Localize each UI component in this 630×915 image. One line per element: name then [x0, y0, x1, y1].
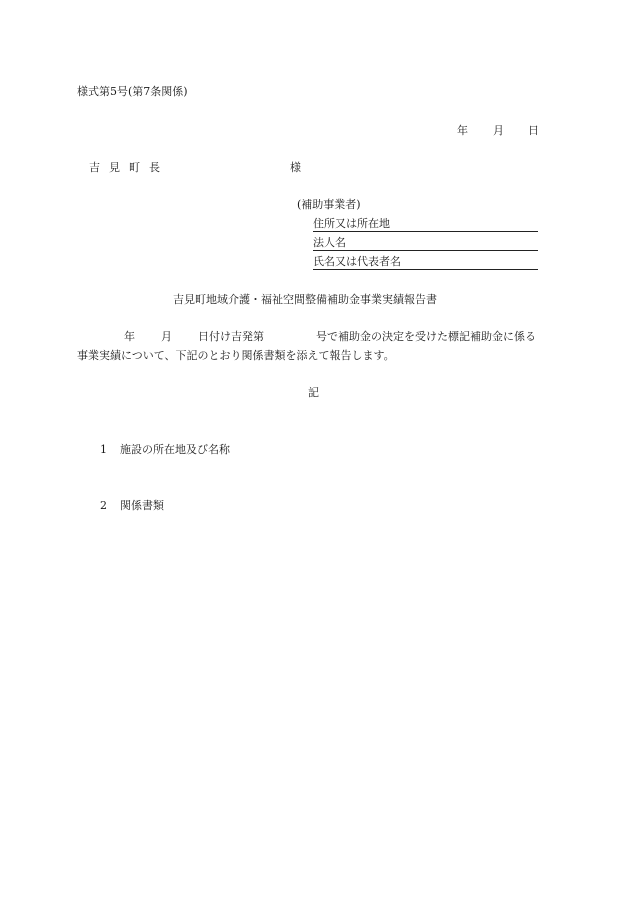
list-item-number: 2 — [100, 499, 107, 512]
corporation-name-field[interactable] — [313, 236, 538, 251]
addressee-name: 吉見町長 — [89, 161, 169, 174]
date-month-label: 月 — [493, 124, 504, 137]
body-line-2: 事業実績について、下記のとおり関係書類を添えて報告します。 — [77, 349, 395, 362]
list-item-label: 関係書類 — [120, 499, 164, 512]
address-field-label: 住所又は所在地 — [313, 217, 390, 230]
date-year-label: 年 — [457, 124, 468, 137]
body-date-suffix: 日付け吉発第 — [198, 330, 264, 343]
list-item-label: 施設の所在地及び名称 — [120, 443, 230, 456]
representative-name-field-label: 氏名又は代表者名 — [313, 255, 401, 268]
document-title: 吉見町地域介護・福祉空間整備補助金事業実績報告書 — [173, 293, 437, 306]
addressee-honorific: 様 — [290, 161, 301, 174]
form-number: 様式第5号(第7条関係) — [77, 85, 188, 98]
list-item — [100, 500, 164, 511]
body-year-label: 年 — [124, 330, 135, 343]
body-number-suffix: 号で補助金の決定を受けた標記補助金に係る — [316, 330, 536, 343]
list-item-number: 1 — [100, 443, 107, 456]
corporation-name-field-label: 法人名 — [313, 236, 346, 249]
subsidy-party-heading: (補助事業者) — [297, 198, 361, 211]
ki-heading: 記 — [308, 386, 319, 399]
body-month-label: 月 — [161, 330, 172, 343]
address-field[interactable] — [313, 217, 538, 232]
date-day-label: 日 — [528, 124, 539, 137]
representative-name-field[interactable] — [313, 255, 538, 270]
list-item — [100, 444, 230, 455]
